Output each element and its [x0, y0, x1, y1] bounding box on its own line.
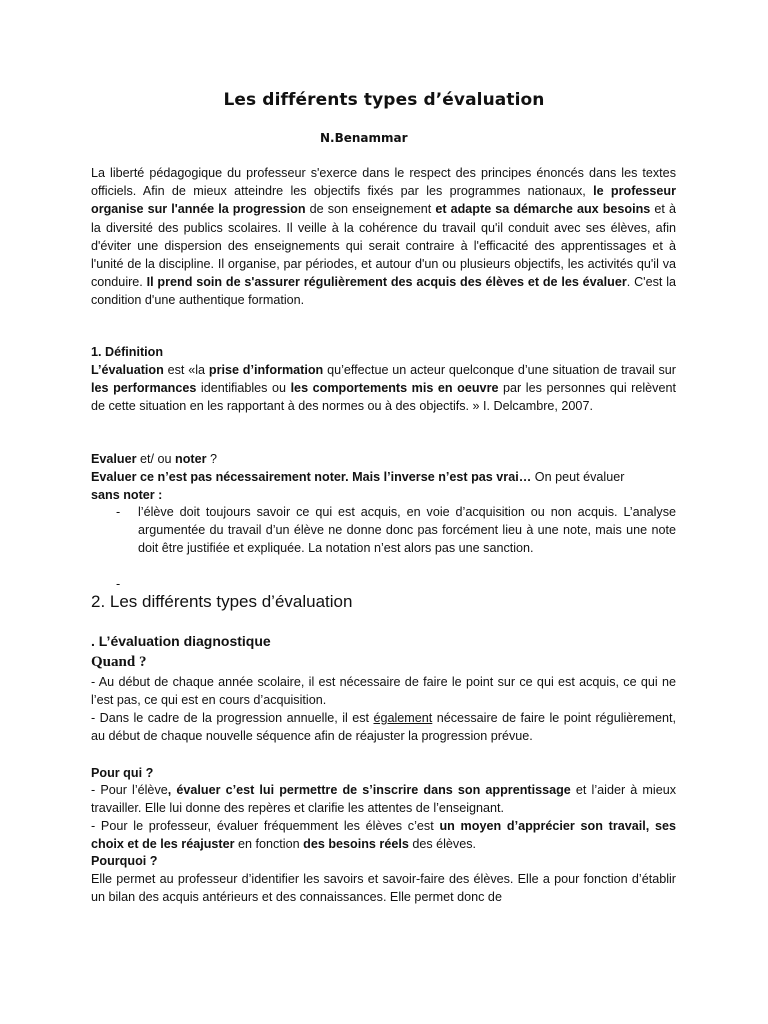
quand-paragraph-1: - Au début de chaque année scolaire, il est nécessaire de faire le point sur ce qui est acquis, ce qui ne l’est pas, ce qui est en cours d’acquisition. [91, 675, 676, 708]
pq1-text-c: et l’aider à mieux travailler. Elle lui donne des repères et clarifie les attentes de l’enseignant. [91, 783, 676, 816]
pq2-bold-d: des besoins réels [303, 837, 409, 852]
pq2-bold-b: un moyen d’apprécier son travail, ses choix et de les réajuster [91, 819, 676, 852]
pourquoi-heading [91, 852, 676, 870]
evaluer-heading [91, 450, 676, 468]
quand-heading: Quand ? [91, 654, 147, 670]
definition-bold-4: les comportements mis en oeuvre [290, 381, 499, 396]
intro-bold-1: le professeur organise sur l'année la progression [91, 184, 676, 217]
intro-text-3: et à la diversité des publics scolaires. Il veille à la cohérence du travail qu'il conduit avec ses élèves, afin d'éviter une dispersion des enseignements qui serait contraire à l'efficacité des apprentissages et à l'unité de la discipline. Il organise, par périodes, et autour d'un ou plusieurs objectifs, les activités qu'il va conduire. [91, 202, 676, 290]
section2-subheading-text: . L’évaluation diagnostique [91, 633, 271, 649]
pour-qui-heading [91, 764, 676, 782]
quand-paragraph-2 [91, 709, 676, 745]
evaluer-text-2: ? [206, 452, 218, 466]
evaluer-text-3: On peut évaluer [531, 470, 625, 484]
evaluer-paragraph [91, 468, 676, 504]
evaluer-bullet-item [91, 503, 676, 558]
intro-text-2: de son enseignement [305, 202, 436, 217]
pourquoi-text: Pourquoi ? [91, 854, 158, 868]
definition-text-4: par les personnes qui relèvent de cette situation en les rapportant à des normes ou à des objectifs. » I. Delcambre, 2007. [91, 381, 676, 414]
definition-bold-3: les performances [91, 381, 197, 396]
section2-subheading [91, 633, 271, 649]
pq2-text-c: en fonction [234, 837, 304, 852]
definition-bold-1: L’évaluation [91, 363, 164, 377]
pour-qui-paragraph-2 [91, 817, 676, 853]
empty-bullet-dash: - [116, 577, 121, 591]
pour-qui-text: Pour qui ? [91, 766, 154, 780]
definition-text-1: est «la [163, 363, 209, 377]
pq1-text-a: - Pour l’élève [91, 783, 168, 797]
intro-text-4: . C'est la condition d'une authentique formation. [91, 275, 676, 308]
definition-paragraph [91, 361, 676, 416]
intro-bold-2: et adapte sa démarche aux besoins [435, 202, 651, 217]
evaluer-bold-3: Evaluer ce n’est pas nécessairement noter. Mais l’inverse n’est pas vrai… [91, 470, 532, 484]
definition-bold-2: prise d’information [208, 363, 324, 377]
definition-heading-text: 1. Définition [91, 345, 164, 359]
definition-text-2: qu’effectue un acteur quelconque d’une situation de travail sur [323, 363, 676, 377]
evaluer-bold-4: sans noter : [91, 488, 163, 503]
section2-heading: 2. Les différents types d’évaluation [91, 592, 353, 611]
pour-qui-paragraph-1 [91, 781, 676, 817]
intro-text-1: La liberté pédagogique du professeur s'exerce dans le respect des principes énoncés dans les textes officiels. Afin de mieux atteindre les objectifs fixés par les programmes nationaux, [91, 166, 676, 199]
evaluer-bold-1: Evaluer [91, 452, 137, 466]
intro-paragraph [91, 164, 676, 310]
pq1-bold: , évaluer c’est lui permettre de s’inscrire dans son apprentissage [167, 783, 571, 797]
definition-text-3: identifiables ou [196, 381, 291, 396]
evaluer-bullet-text: l’élève doit toujours savoir ce qui est acquis, en voie d’acquisition ou non acquis. L’analyse argumentée du travail d’un élève ne donne donc pas forcément lieu à une note, mais une note doit être justifiée et expliquée. La notation n’est alors pas une sanction. [138, 505, 676, 556]
quand-text-2b: nécessaire de faire le point régulièrement, au début de chaque nouvelle séquence afin de réajuster la progression prévue. [91, 711, 676, 744]
bullet-dash: - [116, 505, 121, 519]
definition-heading [91, 343, 676, 361]
document-author: N.Benammar [320, 131, 408, 145]
pq2-text-e: des élèves. [408, 837, 477, 852]
evaluer-text-1: et/ ou [136, 452, 176, 466]
evaluer-bold-2: noter [175, 452, 207, 466]
intro-bold-3: Il prend soin de s'assurer régulièrement des acquis des élèves et de les évaluer [146, 275, 627, 290]
pourquoi-paragraph: Elle permet au professeur d’identifier les savoirs et savoir-faire des élèves. Elle a pour fonction d’établir un bilan des acquis antérieurs et des connaissances. Elle permet donc de [91, 872, 676, 905]
document-title: Les différents types d’évaluation [223, 90, 545, 110]
pq2-text-a: - Pour le professeur, évaluer fréquemment les élèves c’est [91, 819, 440, 833]
quand-underlined: également [373, 711, 433, 725]
quand-text-2a: - Dans le cadre de la progression annuelle, il est [91, 711, 374, 725]
